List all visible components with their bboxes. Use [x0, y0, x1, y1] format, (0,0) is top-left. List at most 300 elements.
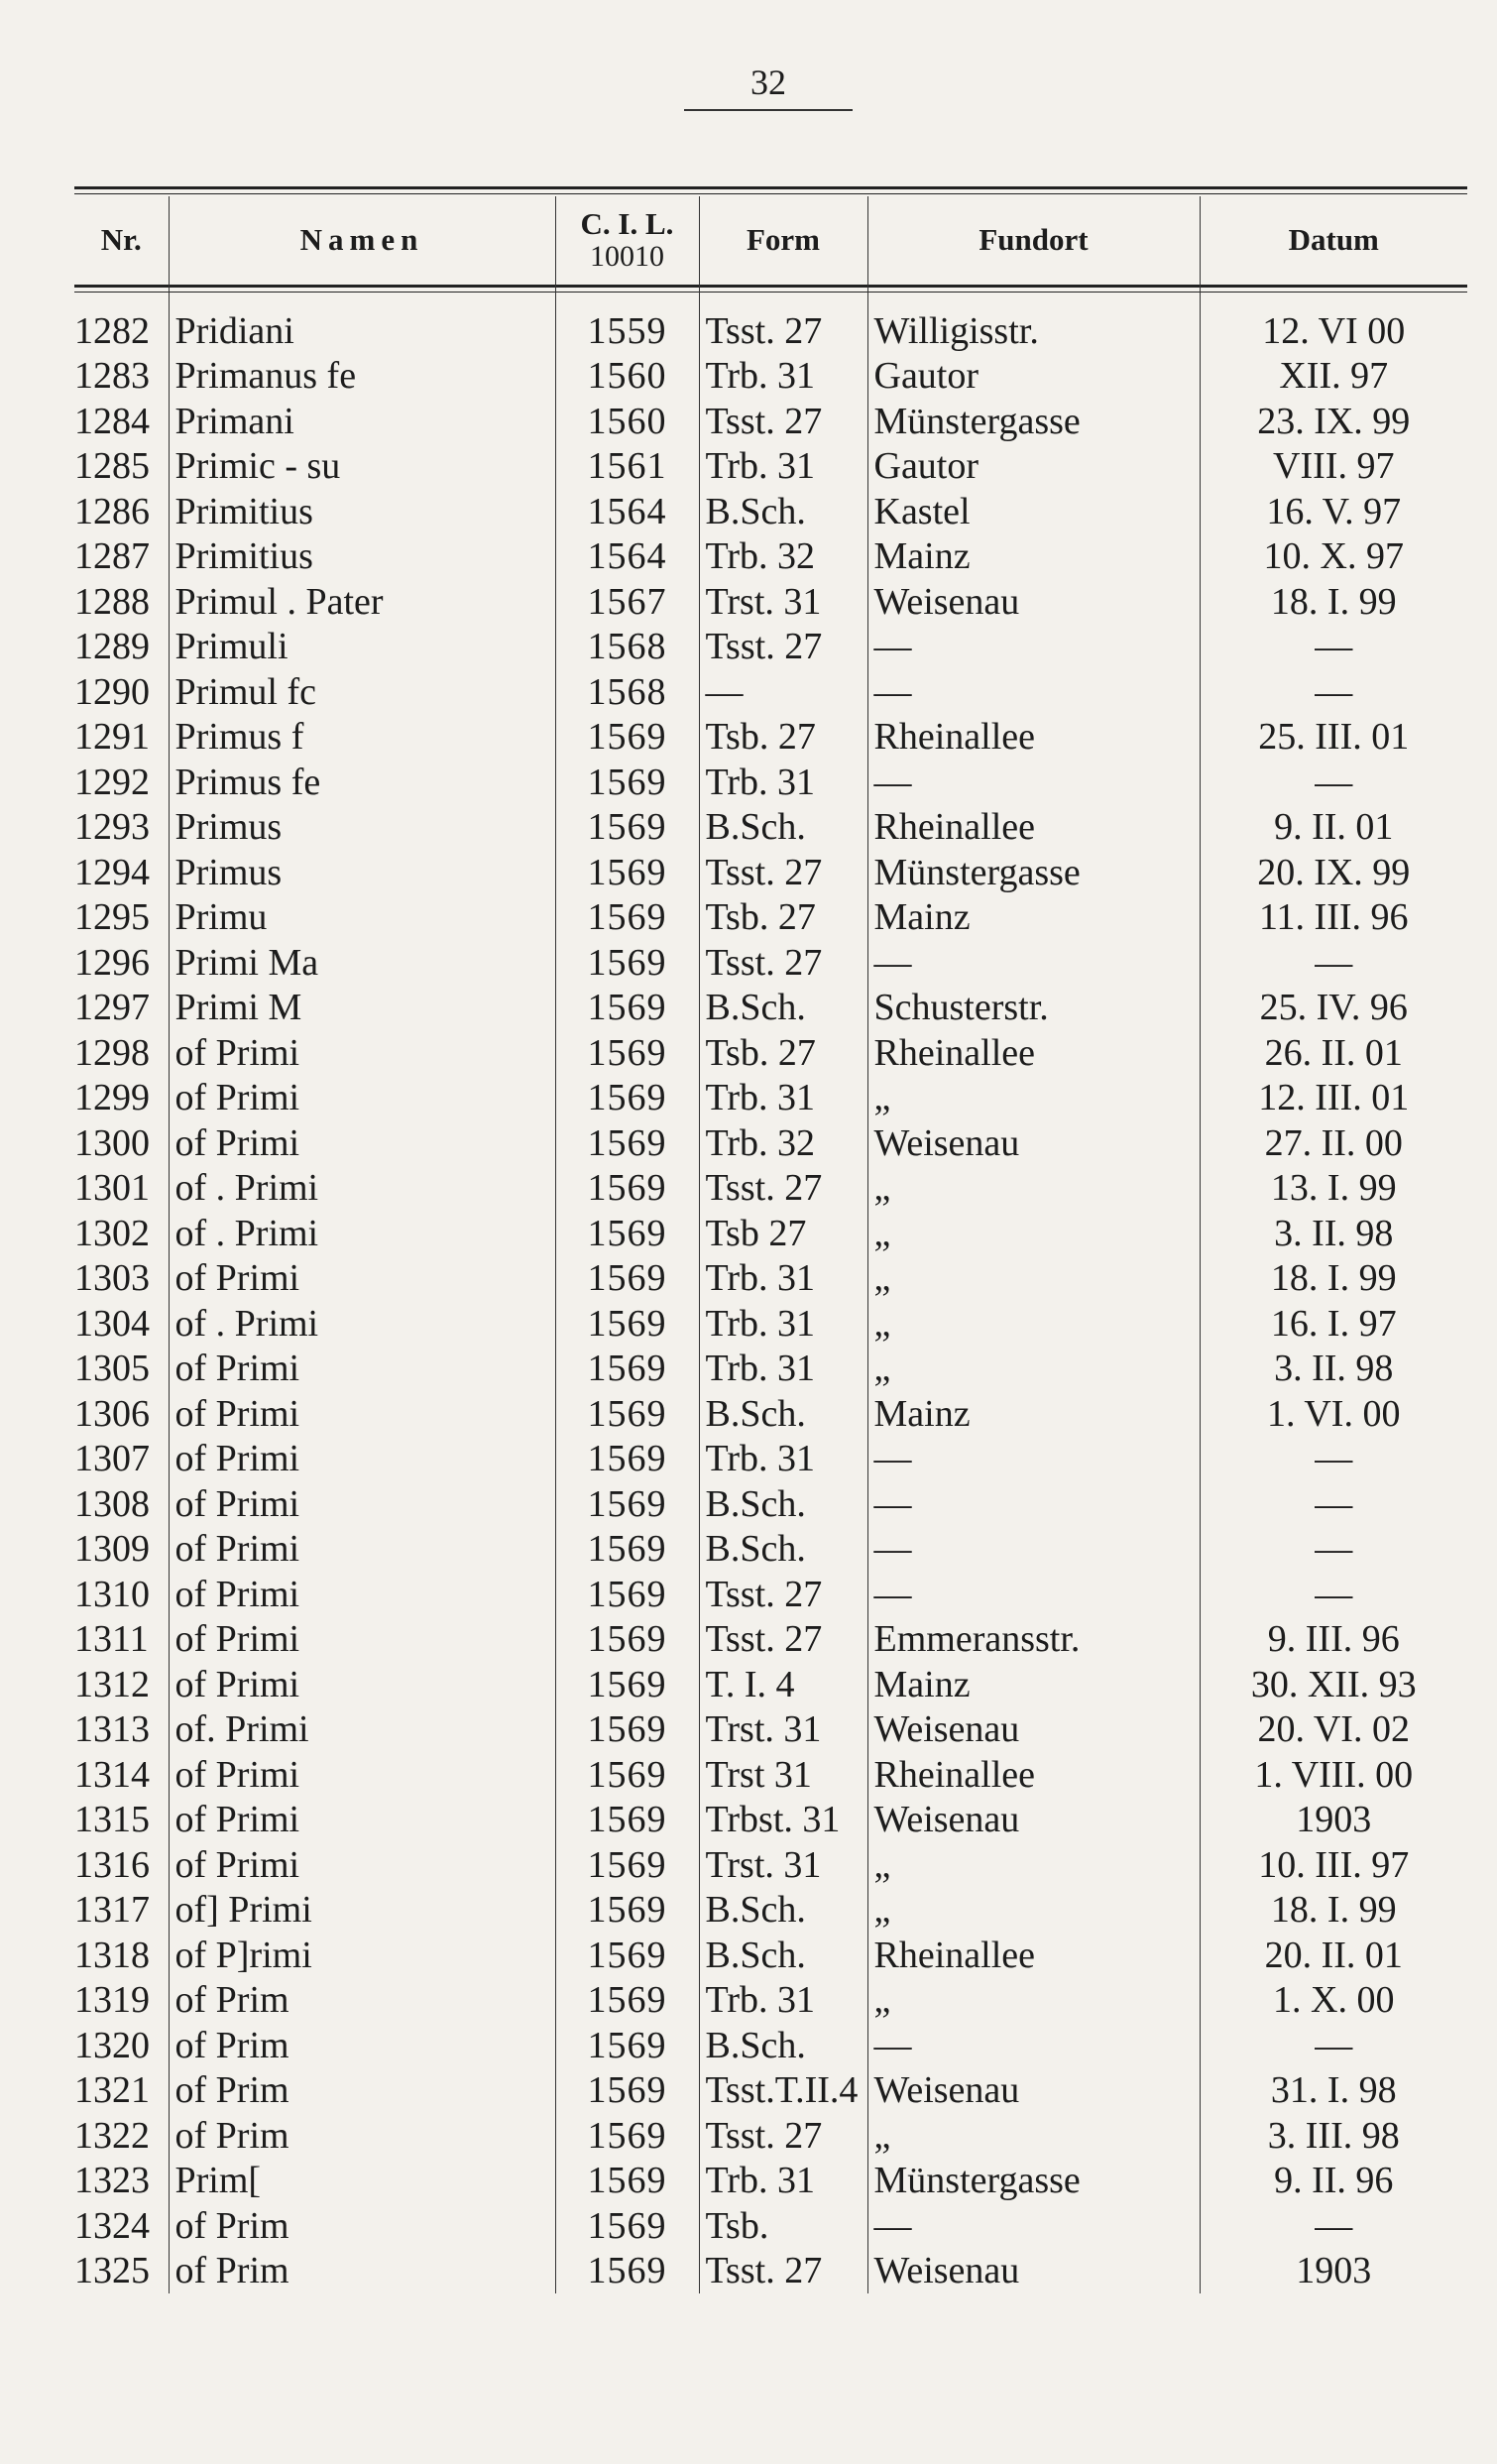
row-number: 1303	[74, 1257, 150, 1300]
row-form: Tsb. 27	[699, 715, 867, 761]
row-cil: 1569	[555, 1437, 699, 1482]
row-cil: 1569	[555, 1888, 699, 1934]
row-number: 1300	[74, 1121, 150, 1164]
row-cil: 1569	[555, 2249, 699, 2294]
row-number: 1311	[74, 1618, 149, 1661]
table-row	[74, 1707, 1467, 1753]
row-name: of . Primi	[169, 1166, 555, 1212]
row-number: 1320	[74, 2024, 150, 2066]
row-name: Primus f	[169, 715, 555, 761]
row-name: of Primi	[169, 1347, 555, 1392]
row-fundort: —	[867, 2203, 1200, 2249]
row-form: Trst. 31	[699, 579, 867, 625]
row-name: of Primi	[169, 1076, 555, 1121]
row-datum: 12. III. 01	[1200, 1076, 1467, 1121]
table-row	[74, 1617, 1467, 1663]
row-name: of . Primi	[169, 1301, 555, 1347]
row-number: 1283	[74, 355, 150, 398]
row-number: 1316	[74, 1843, 150, 1886]
table-row	[74, 399, 1467, 444]
row-form: Trb. 31	[699, 1978, 867, 2024]
table-row	[74, 444, 1467, 490]
row-form: Tsb. 27	[699, 1030, 867, 1076]
row-cil: 1569	[555, 1076, 699, 1121]
row-datum: 1. VI. 00	[1200, 1391, 1467, 1437]
row-datum: —	[1200, 940, 1467, 986]
row-name: Primi M	[169, 986, 555, 1031]
row-fundort: Kastel	[867, 489, 1200, 534]
header-nr: Nr.	[100, 222, 142, 258]
row-fundort: Rheinallee	[867, 1933, 1200, 1978]
row-datum: 31. I. 98	[1200, 2068, 1467, 2114]
table-row	[74, 1752, 1467, 1798]
row-number: 1314	[74, 1753, 150, 1796]
row-cil: 1561	[555, 444, 699, 490]
row-datum: —	[1200, 1527, 1467, 1573]
row-form: Trst 31	[699, 1752, 867, 1798]
row-cil: 1569	[555, 1391, 699, 1437]
row-form: Tsb 27	[699, 1211, 867, 1256]
row-form: Trst. 31	[699, 1707, 867, 1753]
row-datum: 16. V. 97	[1200, 489, 1467, 534]
row-datum: 1903	[1200, 1798, 1467, 1843]
row-name: of Primi	[169, 1256, 555, 1302]
table-row	[74, 489, 1467, 534]
row-datum: 25. III. 01	[1200, 715, 1467, 761]
row-form: Trb. 31	[699, 1437, 867, 1482]
table-row	[74, 1120, 1467, 1166]
row-cil: 1569	[555, 1211, 699, 1256]
row-form: B.Sch.	[699, 1888, 867, 1934]
row-fundort: Mainz	[867, 1391, 1200, 1437]
row-cil: 1569	[555, 1256, 699, 1302]
table-row	[74, 1572, 1467, 1617]
row-number: 1306	[74, 1392, 150, 1435]
row-form: Tsb. 27	[699, 895, 867, 941]
row-cil: 1569	[555, 850, 699, 895]
table-row	[74, 715, 1467, 761]
table-row	[74, 895, 1467, 941]
row-datum: —	[1200, 669, 1467, 715]
row-datum: 9. II. 01	[1200, 805, 1467, 851]
header-form: Form	[699, 196, 867, 285]
row-cil: 1569	[555, 1572, 699, 1617]
row-cil: 1569	[555, 986, 699, 1031]
row-number: 1292	[74, 761, 150, 803]
table-row	[74, 625, 1467, 670]
table-row	[74, 1166, 1467, 1212]
row-number: 1288	[74, 580, 150, 623]
header-cil-bottom: 10010	[590, 240, 664, 274]
row-fundort: Münstergasse	[867, 850, 1200, 895]
row-fundort: Rheinallee	[867, 1030, 1200, 1076]
row-datum: 1903	[1200, 2249, 1467, 2294]
row-name: of Primi	[169, 1481, 555, 1527]
row-fundort: Emmeransstr.	[867, 1617, 1200, 1663]
table-row	[74, 534, 1467, 580]
row-fundort: „	[867, 1301, 1200, 1347]
table-row	[74, 1481, 1467, 1527]
row-form: Tsst. 27	[699, 850, 867, 895]
row-form: B.Sch.	[699, 489, 867, 534]
header-datum: Datum	[1200, 196, 1467, 285]
row-fundort: „	[867, 1347, 1200, 1392]
row-name: of. Primi	[169, 1707, 555, 1753]
row-number: 1312	[74, 1663, 150, 1705]
row-name: Primul fc	[169, 669, 555, 715]
row-number: 1304	[74, 1302, 150, 1345]
row-name: of Primi	[169, 1798, 555, 1843]
row-number: 1286	[74, 490, 150, 532]
row-number: 1284	[74, 400, 150, 442]
row-name: Primu	[169, 895, 555, 941]
table-row	[74, 1798, 1467, 1843]
row-datum: 23. IX. 99	[1200, 399, 1467, 444]
table-row	[74, 1211, 1467, 1256]
row-number: 1319	[74, 1979, 150, 2022]
row-form: Trst. 31	[699, 1842, 867, 1888]
page-number: 32	[684, 61, 853, 111]
row-name: of Primi	[169, 1842, 555, 1888]
row-cil: 1569	[555, 2203, 699, 2249]
row-form: B.Sch.	[699, 1391, 867, 1437]
row-form: Tsst.T.II.4	[699, 2068, 867, 2114]
table-row	[74, 354, 1467, 400]
row-datum: 3. II. 98	[1200, 1211, 1467, 1256]
row-cil: 1568	[555, 625, 699, 670]
row-number: 1289	[74, 626, 150, 668]
table-row	[74, 850, 1467, 895]
row-name: of P]rimi	[169, 1933, 555, 1978]
row-form: B.Sch.	[699, 1481, 867, 1527]
row-fundort: Mainz	[867, 534, 1200, 580]
row-datum: 18. I. 99	[1200, 579, 1467, 625]
row-cil: 1568	[555, 669, 699, 715]
top-rule-thin	[74, 193, 1467, 194]
row-fundort: „	[867, 2113, 1200, 2159]
row-number: 1324	[74, 2204, 150, 2247]
row-cil: 1559	[555, 285, 699, 354]
row-form: Tsst. 27	[699, 940, 867, 986]
row-fundort: Weisenau	[867, 2068, 1200, 2114]
row-cil: 1569	[555, 760, 699, 805]
row-fundort: —	[867, 2023, 1200, 2068]
table-row	[74, 1978, 1467, 2024]
row-form: Tsb.	[699, 2203, 867, 2249]
row-form: Tsst. 27	[699, 1572, 867, 1617]
top-rule	[74, 186, 1467, 189]
row-name: of Primi	[169, 1662, 555, 1707]
row-number: 1307	[74, 1438, 150, 1480]
row-fundort: „	[867, 1888, 1200, 1934]
row-name: of Primi	[169, 1572, 555, 1617]
row-number: 1325	[74, 2250, 150, 2292]
row-number: 1313	[74, 1708, 150, 1751]
header-cil-top: C. I. L.	[580, 206, 674, 242]
row-cil: 1564	[555, 534, 699, 580]
row-cil: 1569	[555, 1933, 699, 1978]
row-form: B.Sch.	[699, 2023, 867, 2068]
table-row	[74, 1437, 1467, 1482]
row-fundort: Rheinallee	[867, 1752, 1200, 1798]
row-cil: 1569	[555, 1347, 699, 1392]
row-number: 1310	[74, 1573, 150, 1615]
row-form: B.Sch.	[699, 1527, 867, 1573]
row-datum: —	[1200, 625, 1467, 670]
row-number: 1301	[74, 1167, 150, 1210]
row-datum: 20. IX. 99	[1200, 850, 1467, 895]
row-datum: —	[1200, 2023, 1467, 2068]
row-datum: 27. II. 00	[1200, 1120, 1467, 1166]
table-row	[74, 1347, 1467, 1392]
row-number: 1305	[74, 1348, 150, 1390]
row-fundort: „	[867, 1978, 1200, 2024]
table-row	[74, 2203, 1467, 2249]
row-fundort: —	[867, 760, 1200, 805]
table-row	[74, 2159, 1467, 2204]
row-name: of Prim	[169, 2023, 555, 2068]
table-row	[74, 940, 1467, 986]
row-datum: 13. I. 99	[1200, 1166, 1467, 1212]
row-name: Primus	[169, 850, 555, 895]
row-name: of Primi	[169, 1437, 555, 1482]
row-cil: 1569	[555, 1030, 699, 1076]
row-form: Trb. 31	[699, 1301, 867, 1347]
row-datum: 18. I. 99	[1200, 1256, 1467, 1302]
row-fundort: „	[867, 1211, 1200, 1256]
row-form: Trb. 32	[699, 1120, 867, 1166]
row-number: 1294	[74, 851, 150, 893]
row-form: Tsst. 27	[699, 1617, 867, 1663]
row-datum: 3. II. 98	[1200, 1347, 1467, 1392]
row-form: Trb. 31	[699, 1347, 867, 1392]
table-row	[74, 760, 1467, 805]
row-cil: 1569	[555, 1527, 699, 1573]
row-number: 1287	[74, 535, 150, 578]
row-form: —	[699, 669, 867, 715]
row-number: 1315	[74, 1799, 150, 1841]
table-row	[74, 285, 1467, 354]
row-name: of Prim	[169, 1978, 555, 2024]
row-number: 1321	[74, 2069, 150, 2112]
row-name: Primuli	[169, 625, 555, 670]
row-number: 1298	[74, 1031, 150, 1074]
table-row	[74, 1527, 1467, 1573]
row-cil: 1569	[555, 1481, 699, 1527]
row-form: Trb. 31	[699, 2159, 867, 2204]
row-fundort: —	[867, 625, 1200, 670]
table-row	[74, 805, 1467, 851]
row-datum: 26. II. 01	[1200, 1030, 1467, 1076]
row-form: Tsst. 27	[699, 2249, 867, 2294]
row-cil: 1569	[555, 1707, 699, 1753]
row-number: 1291	[74, 716, 150, 759]
row-fundort: „	[867, 1256, 1200, 1302]
table-row	[74, 2068, 1467, 2114]
row-cil: 1569	[555, 1662, 699, 1707]
row-datum: —	[1200, 1437, 1467, 1482]
row-fundort: Mainz	[867, 895, 1200, 941]
row-fundort: „	[867, 1166, 1200, 1212]
row-form: Trb. 31	[699, 444, 867, 490]
row-datum: 9. II. 96	[1200, 2159, 1467, 2204]
row-datum: 12. VI 00	[1200, 285, 1467, 354]
row-name: of Prim	[169, 2203, 555, 2249]
row-number: 1295	[74, 896, 150, 939]
row-datum: —	[1200, 2203, 1467, 2249]
row-name: Primus	[169, 805, 555, 851]
table-row	[74, 1842, 1467, 1888]
row-name: of Primi	[169, 1120, 555, 1166]
row-name: Primi Ma	[169, 940, 555, 986]
row-form: T. I. 4	[699, 1662, 867, 1707]
row-cil: 1569	[555, 1301, 699, 1347]
row-cil: 1569	[555, 2159, 699, 2204]
row-name: of Primi	[169, 1617, 555, 1663]
row-datum: 11. III. 96	[1200, 895, 1467, 941]
row-cil: 1569	[555, 2068, 699, 2114]
row-datum: 16. I. 97	[1200, 1301, 1467, 1347]
row-fundort: Weisenau	[867, 2249, 1200, 2294]
row-number: 1309	[74, 1528, 150, 1571]
row-fundort: Mainz	[867, 1662, 1200, 1707]
row-form: Tsst. 27	[699, 2113, 867, 2159]
row-datum: 20. VI. 02	[1200, 1707, 1467, 1753]
row-number: 1296	[74, 941, 150, 984]
row-name: of Prim	[169, 2068, 555, 2114]
table-row	[74, 986, 1467, 1031]
row-fundort: Willigisstr.	[867, 285, 1200, 354]
row-datum: —	[1200, 760, 1467, 805]
row-cil: 1560	[555, 399, 699, 444]
table-row	[74, 579, 1467, 625]
row-datum: 10. III. 97	[1200, 1842, 1467, 1888]
row-datum: 1. VIII. 00	[1200, 1752, 1467, 1798]
row-fundort: Weisenau	[867, 1798, 1200, 1843]
row-number: 1302	[74, 1212, 150, 1254]
header-cil	[555, 196, 699, 285]
row-name: Primanus fe	[169, 354, 555, 400]
row-datum: —	[1200, 1481, 1467, 1527]
row-number: 1323	[74, 2160, 150, 2202]
row-datum: VIII. 97	[1200, 444, 1467, 490]
row-number: 1299	[74, 1077, 150, 1119]
row-cil: 1569	[555, 1617, 699, 1663]
row-name: of Primi	[169, 1527, 555, 1573]
row-datum: 20. II. 01	[1200, 1933, 1467, 1978]
row-cil: 1569	[555, 1752, 699, 1798]
row-number: 1293	[74, 806, 150, 849]
row-fundort: Weisenau	[867, 579, 1200, 625]
row-cil: 1569	[555, 2113, 699, 2159]
row-cil: 1569	[555, 715, 699, 761]
row-cil: 1569	[555, 1166, 699, 1212]
row-datum: 1. X. 00	[1200, 1978, 1467, 2024]
row-datum: 10. X. 97	[1200, 534, 1467, 580]
row-form: Trbst. 31	[699, 1798, 867, 1843]
row-name: of Prim	[169, 2249, 555, 2294]
row-number: 1317	[74, 1889, 150, 1932]
table-row	[74, 1076, 1467, 1121]
table-row	[74, 1662, 1467, 1707]
row-form: Trb. 31	[699, 1076, 867, 1121]
row-name: Primitius	[169, 534, 555, 580]
row-datum: 3. III. 98	[1200, 2113, 1467, 2159]
header-fundort: Fundort	[867, 196, 1200, 285]
table-header-row	[74, 196, 1467, 285]
row-fundort: Weisenau	[867, 1707, 1200, 1753]
row-form: Tsst. 27	[699, 625, 867, 670]
row-name: of Primi	[169, 1391, 555, 1437]
row-form: Trb. 32	[699, 534, 867, 580]
row-number: 1290	[74, 670, 150, 713]
row-fundort: Münstergasse	[867, 399, 1200, 444]
row-fundort: „	[867, 1076, 1200, 1121]
row-fundort: —	[867, 940, 1200, 986]
row-form: Trb. 31	[699, 1256, 867, 1302]
table-row	[74, 669, 1467, 715]
row-name: of Prim	[169, 2113, 555, 2159]
row-number: 1285	[74, 445, 150, 488]
table-row	[74, 1256, 1467, 1302]
row-name: of Primi	[169, 1030, 555, 1076]
row-cil: 1569	[555, 940, 699, 986]
row-fundort: —	[867, 1572, 1200, 1617]
row-fundort: —	[867, 1481, 1200, 1527]
row-name: Primic - su	[169, 444, 555, 490]
table-row	[74, 2113, 1467, 2159]
row-datum: XII. 97	[1200, 354, 1467, 400]
row-cil: 1567	[555, 579, 699, 625]
row-cil: 1560	[555, 354, 699, 400]
row-fundort: Weisenau	[867, 1120, 1200, 1166]
header-name: Namen	[169, 196, 555, 285]
row-form: Trb. 31	[699, 354, 867, 400]
row-datum: —	[1200, 1572, 1467, 1617]
row-number: 1297	[74, 987, 150, 1029]
row-fundort: Rheinallee	[867, 715, 1200, 761]
row-fundort: Münstergasse	[867, 2159, 1200, 2204]
row-name: Primul . Pater	[169, 579, 555, 625]
row-datum: 25. IV. 96	[1200, 986, 1467, 1031]
row-name: Pridiani	[169, 285, 555, 354]
row-cil: 1569	[555, 1978, 699, 2024]
table-row	[74, 2249, 1467, 2294]
row-name: Primani	[169, 399, 555, 444]
row-number: 1318	[74, 1934, 150, 1976]
row-fundort: Schusterstr.	[867, 986, 1200, 1031]
row-form: Trb. 31	[699, 760, 867, 805]
row-name: Prim[	[169, 2159, 555, 2204]
row-form: Tsst. 27	[699, 399, 867, 444]
row-cil: 1569	[555, 1842, 699, 1888]
row-number: 1322	[74, 2114, 150, 2157]
row-name: Primitius	[169, 489, 555, 534]
row-form: Tsst. 27	[699, 1166, 867, 1212]
row-name: Primus fe	[169, 760, 555, 805]
row-fundort: —	[867, 1527, 1200, 1573]
row-cil: 1569	[555, 805, 699, 851]
row-fundort: Rheinallee	[867, 805, 1200, 851]
inscription-table	[74, 196, 1467, 2293]
row-fundort: Gautor	[867, 354, 1200, 400]
row-form: B.Sch.	[699, 986, 867, 1031]
row-fundort: Gautor	[867, 444, 1200, 490]
table-row	[74, 1030, 1467, 1076]
table-row	[74, 2023, 1467, 2068]
row-datum: 30. XII. 93	[1200, 1662, 1467, 1707]
row-number: 1282	[74, 309, 150, 352]
